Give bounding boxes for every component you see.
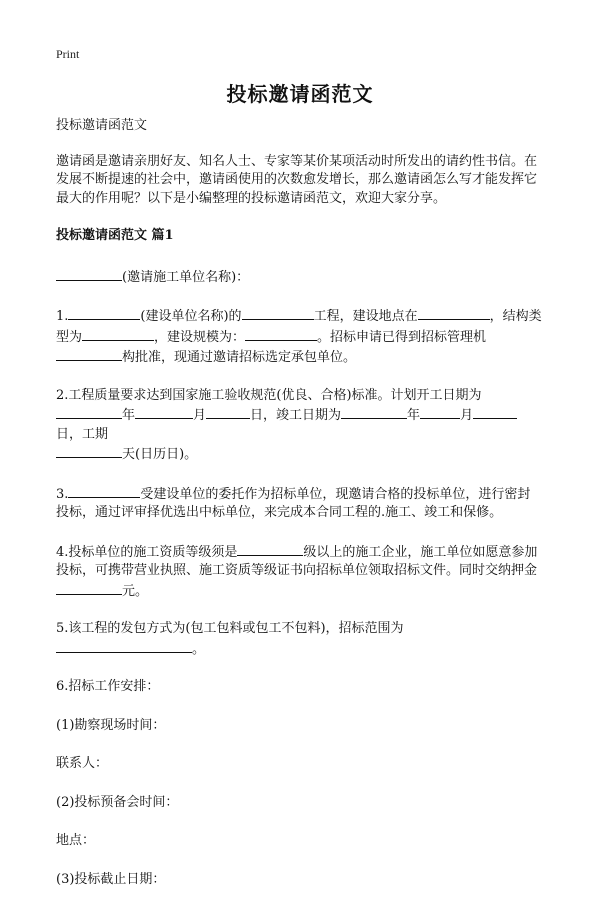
clause-2-text: 年 — [122, 408, 136, 423]
clause-2 — [56, 387, 542, 465]
section-heading: 投标邀请函范文 篇1 — [56, 228, 174, 243]
clause-1-text: ，建设规模为： — [154, 329, 246, 345]
clause-1-text: 。招标申请已得到招标管理机 — [317, 329, 487, 345]
blank-field — [56, 581, 122, 595]
place-line: 地点： — [56, 833, 96, 848]
blank-field — [237, 542, 303, 556]
addressee-line — [56, 267, 542, 288]
blank-field — [418, 306, 490, 320]
clause-1-text: (建设单位名称)的 — [140, 309, 242, 324]
clause-3-text: 受建设单位的委托作为招标单位，现邀请合格的投标单位，进行密封投标，通过评审择优选出中标单位，来完成本合同工程的.施工、竣工和保修。 — [56, 486, 531, 520]
clause-2-text: 日，工期 — [56, 426, 109, 442]
page-title: 投标邀请函范文 — [226, 82, 374, 106]
clause-1-number: 1. — [56, 309, 69, 324]
print-link[interactable]: Print — [56, 47, 80, 61]
blank-field — [473, 405, 517, 419]
blank-field — [206, 405, 250, 419]
addressee-text: (邀请施工单位名称)： — [122, 269, 250, 285]
blank-field — [82, 327, 154, 341]
clause-2-text: 天(日历日)。 — [122, 447, 198, 462]
blank-field — [56, 444, 122, 458]
clause-1 — [56, 306, 542, 368]
clause-4-text: 元。 — [122, 583, 149, 599]
clause-3-number: 3. — [56, 486, 69, 502]
clause-2-text: 月 — [193, 408, 207, 423]
intro-paragraph: 邀请函是邀请亲朋好友、知名人士、专家等某价某项活动时所发出的请约性书信。在发展不断提速的社会中，邀请函使用的次数愈发增长，那么邀请函怎么写才能发挥它最大的作用呢？以下是小编整理的投标邀请函范文，欢迎大家分享。 — [56, 153, 538, 206]
blank-field — [56, 405, 122, 419]
blank-field — [245, 327, 317, 341]
blank-field — [420, 405, 460, 419]
clause-6: 6.招标工作安排： — [56, 679, 160, 694]
blank-field — [341, 405, 407, 419]
blank-field — [56, 639, 192, 653]
clause-2-text: 年 — [407, 408, 421, 423]
pre-bid-meeting-line: (2)投标预备会时间： — [56, 794, 179, 810]
clause-2-text: 日，竣工日期为 — [250, 408, 342, 423]
bid-deadline-line: (3)投标截止日期： — [56, 871, 166, 887]
clause-5-text: 5.该工程的发包方式为(包工包料或包工不包料)，招标范围为 — [56, 621, 404, 636]
blank-field — [56, 267, 122, 281]
document-body — [56, 117, 542, 909]
clause-3 — [56, 484, 542, 523]
blank-field — [56, 347, 122, 361]
contact-line: 联系人： — [56, 756, 109, 771]
blank-field — [242, 306, 314, 320]
clause-1-text: ，结构类型为 — [56, 309, 542, 345]
clause-4-text: 级以上的施工企业，施工单位如愿意参加投标，可携带营业执照、施工资质等级证书向招标单位领取招标文件。同时交纳押金 — [56, 544, 538, 578]
blank-field — [135, 405, 193, 419]
blank-field — [68, 306, 140, 320]
survey-time-line: (1)勘察现场时间： — [56, 717, 166, 733]
clause-5 — [56, 620, 542, 659]
blank-field — [68, 484, 140, 498]
subtitle: 投标邀请函范文 — [56, 118, 148, 133]
clause-2-text: 月 — [460, 408, 474, 423]
clause-2-text: 2.工程质量要求达到国家施工验收规范(优良、合格)标准。计划开工日期为 — [56, 387, 482, 403]
clause-1-text: 工程，建设地点在 — [313, 309, 418, 324]
clause-4 — [56, 542, 542, 602]
clause-1-text: 构批准，现通过邀请招标选定承包单位。 — [122, 350, 357, 365]
clause-5-text: 。 — [192, 641, 206, 657]
clause-4-text: 4.投标单位的施工资质等级须是 — [56, 544, 238, 560]
